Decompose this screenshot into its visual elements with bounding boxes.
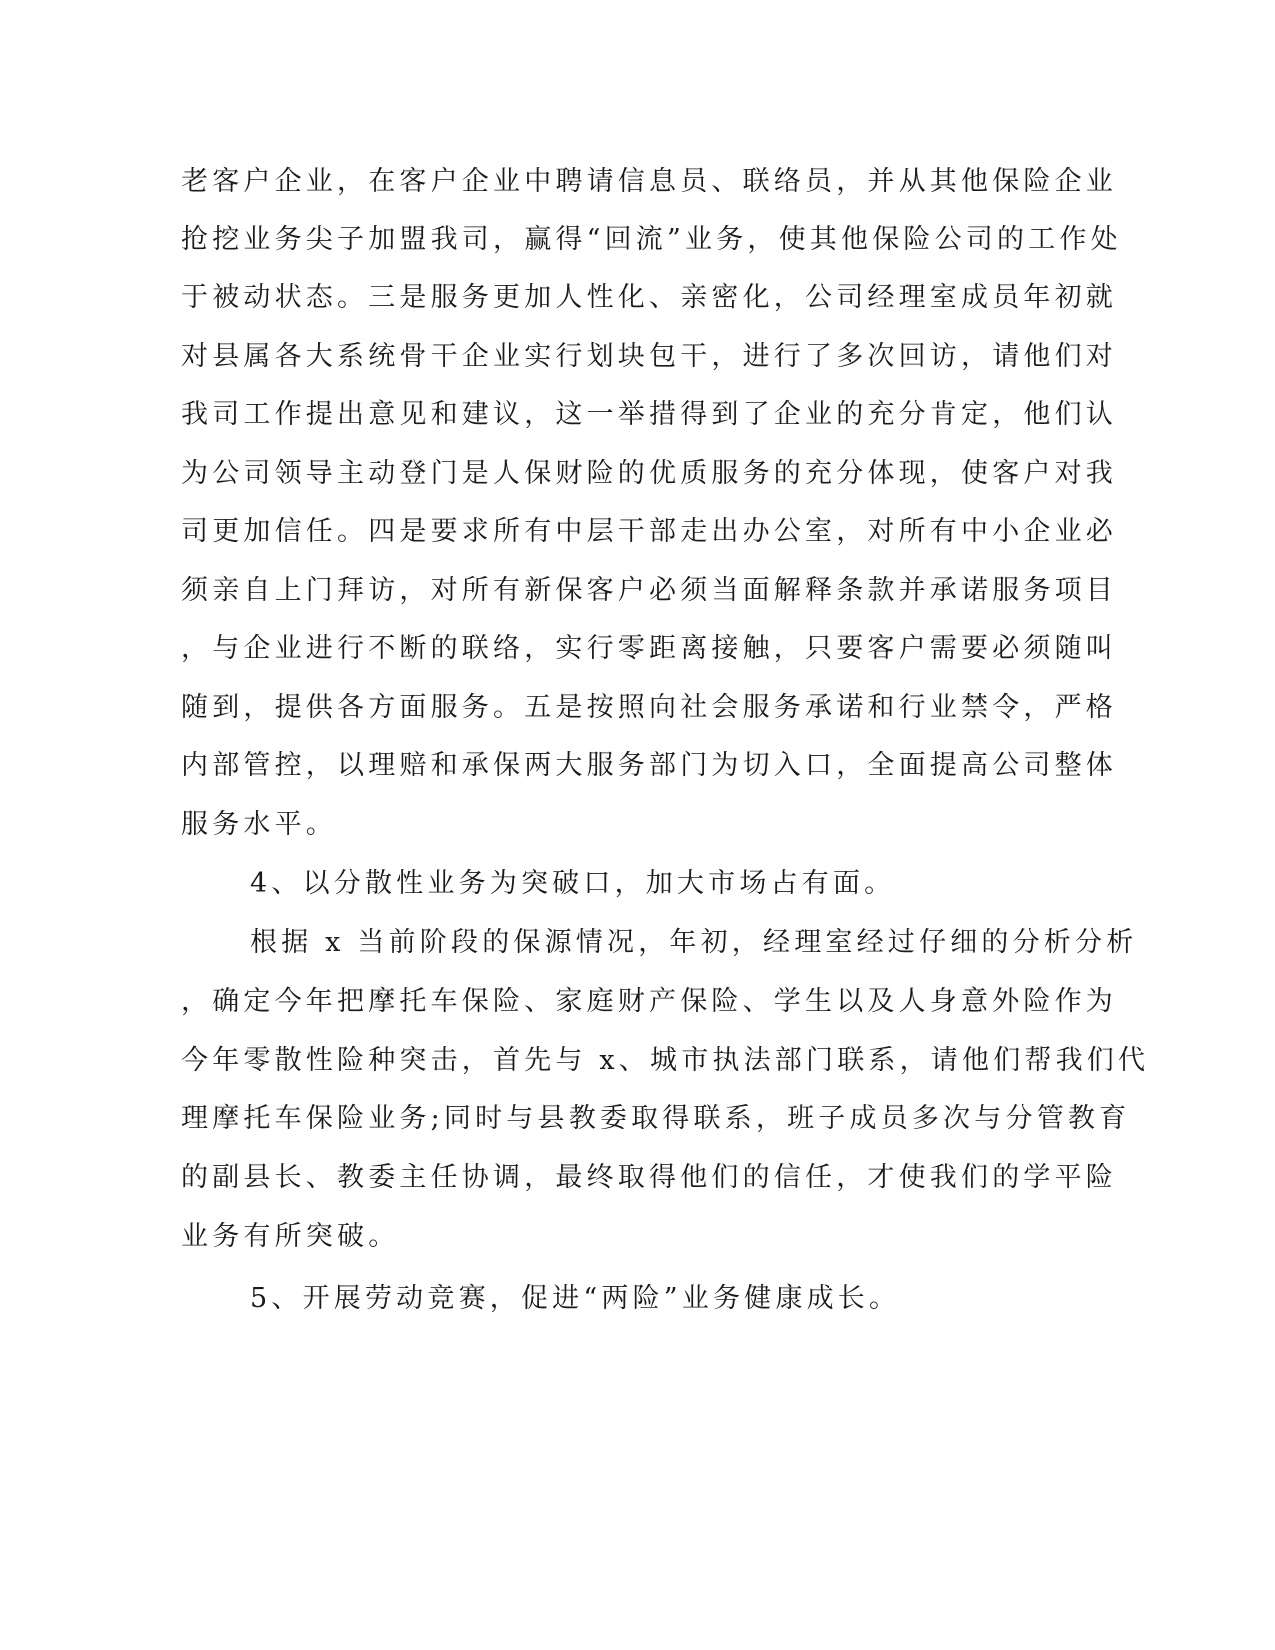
section-heading: 5、开展劳动竞赛，促进“两险”业务健康成长。 <box>250 1283 901 1314</box>
text-line: 须亲自上门拜访，对所有新保客户必须当面解释条款并承诺服务项目 <box>181 575 1117 606</box>
text-line: 的副县长、教委主任协调，最终取得他们的信任，才使我们的学平险 <box>181 1162 1117 1193</box>
text-line: 根据 x 当前阶段的保源情况，年初，经理室经过仔细的分析分析 <box>250 927 1138 958</box>
text-line: 我司工作提出意见和建议，这一举措得到了企业的充分肯定，他们认 <box>181 399 1117 430</box>
text-line: 随到，提供各方面服务。五是按照向社会服务承诺和行业禁令，严格 <box>181 692 1117 723</box>
text-line: 服务水平。 <box>181 809 337 840</box>
text-line: 为公司领导主动登门是人保财险的优质服务的充分体现，使客户对我 <box>181 458 1117 489</box>
text-line: 今年零散性险种突击，首先与 x、城市执法部门联系，请他们帮我们代 <box>181 1045 1150 1076</box>
text-line: ，确定今年把摩托车保险、家庭财产保险、学生以及人身意外险作为 <box>181 986 1117 1017</box>
text-line: 司更加信任。四是要求所有中层干部走出办公室，对所有中小企业必 <box>181 516 1117 547</box>
text-line: ，与企业进行不断的联络，实行零距离接触，只要客户需要必须随叫 <box>181 633 1117 664</box>
section-heading: 4、以分散性业务为突破口，加大市场占有面。 <box>250 868 896 899</box>
text-line: 老客户企业，在客户企业中聘请信息员、联络员，并从其他保险企业 <box>181 166 1117 197</box>
text-line: 于被动状态。三是服务更加人性化、亲密化，公司经理室成员年初就 <box>181 282 1117 313</box>
text-line: 对县属各大系统骨干企业实行划块包干，进行了多次回访，请他们对 <box>181 341 1117 372</box>
text-line: 业务有所突破。 <box>181 1221 400 1252</box>
text-line: 内部管控，以理赔和承保两大服务部门为切入口，全面提高公司整体 <box>181 750 1117 781</box>
text-line: 抢挖业务尖子加盟我司，赢得“回流”业务，使其他保险公司的工作处 <box>181 224 1122 255</box>
text-line: 理摩托车保险业务;同时与县教委取得联系，班子成员多次与分管教育 <box>181 1103 1131 1134</box>
